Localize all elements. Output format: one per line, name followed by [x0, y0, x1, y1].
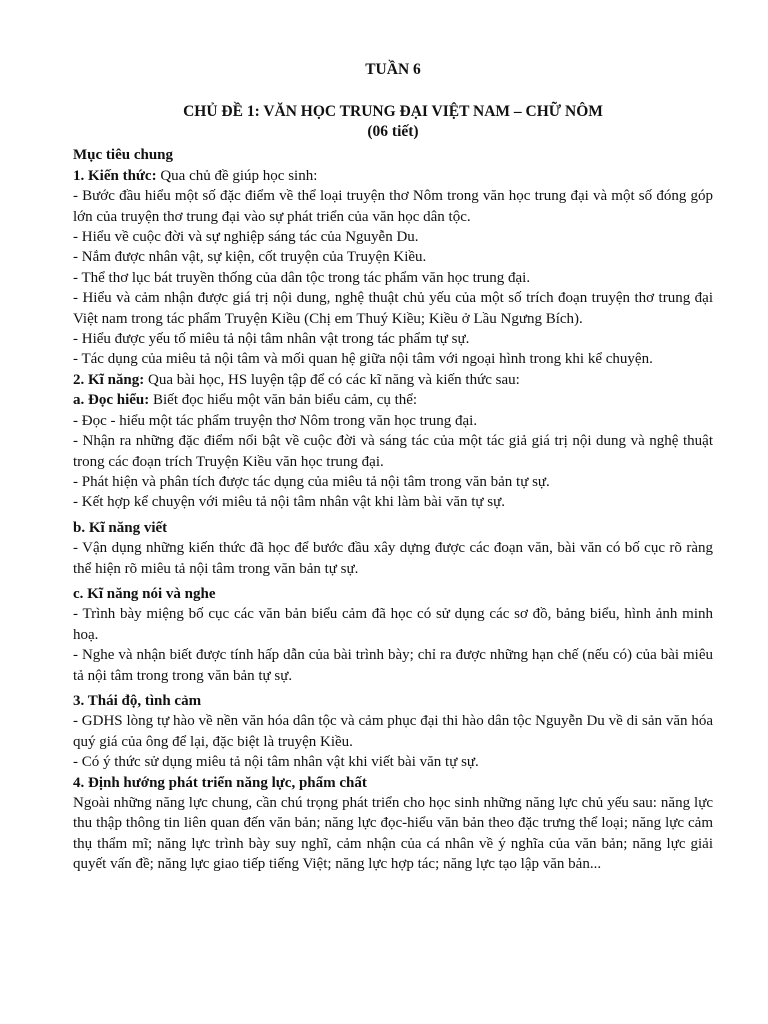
general-goals-heading: Mục tiêu chung: [73, 147, 174, 164]
skills-intro-text: Qua bài học, HS luyện tập để có các kĩ năng và kiến thức sau:: [144, 371, 520, 388]
speaking-item: - Nghe và nhận biết được tính hấp dẫn của bài trình bày; chỉ ra được những hạn chế (nếu có) của bài miêu tả nội tâm trong trong văn bản tự sự.: [73, 647, 713, 684]
attitude-item: - GDHS lòng tự hào về nền văn hóa dân tộc và cảm phục đại thi hào dân tộc Nguyễn Du về di sản văn hóa quý giá của ông để lại, đặc biệt là truyện Kiều.: [73, 713, 713, 750]
knowledge-item: - Hiểu và cảm nhận được giá trị nội dung, nghệ thuật chủ yếu của một số trích đoạn truyện thơ trung đại Việt nam trong tác phẩm Truyện Kiều (Chị em Thuý Kiều; Kiều ở Lầu Ngưng Bích).: [73, 290, 713, 327]
competence-paragraph: Ngoài những năng lực chung, cần chú trọng phát triển cho học sinh những năng lực chủ yếu sau: năng lực thu thập thông tin liên quan đến văn bản; năng lực đọc-hiểu văn bản theo đặc trưng thể loại; năng lực cảm thụ thẩm mĩ; năng lực trình bày suy nghĩ, cảm nhận của cá nhân về ý nghĩa của văn bản; năng lực giải quyết vấn đề; năng lực giao tiếp tiếng Việt; năng lực hợp tác; năng lực tạo lập văn bản...: [73, 795, 713, 873]
reading-item: - Nhận ra những đặc điểm nổi bật về cuộc đời và sáng tác của một tác giả giá trị nội dung và nghệ thuật trong các đoạn trích Truyện Kiều văn học trung đại.: [73, 433, 713, 470]
reading-item: - Phát hiện và phân tích được tác dụng của miêu tả nội tâm trong văn bản tự sự.: [73, 473, 550, 490]
document-page: [73, 60, 713, 875]
knowledge-item: - Bước đầu hiểu một số đặc điểm về thể loại truyện thơ Nôm trong văn học trung đại và một số đóng góp lớn của truyện thơ trung đại vào sự phát triển của văn học dân tộc.: [73, 188, 713, 225]
competence-heading: 4. Định hướng phát triển năng lực, phẩm chất: [73, 774, 367, 791]
topic-title: CHỦ ĐỀ 1: VĂN HỌC TRUNG ĐẠI VIỆT NAM – CHỮ NÔM: [183, 103, 603, 121]
knowledge-item: - Nắm được nhân vật, sự kiện, cốt truyện của Truyện Kiều.: [73, 249, 427, 266]
knowledge-item: - Thể thơ lục bát truyền thống của dân tộc trong tác phẩm văn học trung đại.: [73, 269, 531, 286]
writing-heading: b. Kĩ năng viết: [73, 519, 168, 536]
topic-duration: (06 tiết): [367, 123, 419, 141]
skills-label: 2. Kĩ năng:: [73, 371, 145, 388]
knowledge-list: [73, 186, 713, 370]
attitude-item: - Có ý thức sử dụng miêu tả nội tâm nhân vật khi viết bài văn tự sự.: [73, 754, 479, 771]
speaking-item: - Trình bày miệng bố cục các văn bản biểu cảm đã học có sử dụng các sơ đồ, bảng biểu, hình ảnh minh hoạ.: [73, 606, 713, 643]
knowledge-item: - Hiểu về cuộc đời và sự nghiệp sáng tác của Nguyễn Du.: [73, 229, 419, 246]
week-title: TUẦN 6: [365, 61, 421, 78]
reading-intro: [73, 390, 713, 410]
reading-label: a. Đọc hiểu:: [73, 392, 150, 409]
reading-item: - Đọc - hiểu một tác phẩm truyện thơ Nôm trong văn học trung đại.: [73, 412, 478, 429]
knowledge-item: - Hiểu được yếu tố miêu tả nội tâm nhân vật trong tác phẩm tự sự.: [73, 331, 470, 348]
reading-item: - Kết hợp kể chuyện với miêu tả nội tâm nhân vật khi làm bài văn tự sự.: [73, 494, 506, 511]
reading-intro-text: Biết đọc hiểu một văn bản biểu cảm, cụ thể:: [149, 392, 418, 409]
knowledge-label: 1. Kiến thức:: [73, 167, 157, 184]
knowledge-intro-text: Qua chủ đề giúp học sinh:: [156, 167, 318, 184]
skills-intro: [73, 370, 713, 390]
reading-list: [73, 411, 713, 513]
attitude-heading: 3. Thái độ, tình cảm: [73, 692, 202, 709]
speaking-heading: c. Kĩ năng nói và nghe: [73, 585, 216, 602]
writing-item: - Vận dụng những kiến thức đã học để bước đầu xây dựng được các đoạn văn, bài văn có bố cục rõ ràng thể hiện rõ miêu tả nội tâm trong văn bản tự sự.: [73, 540, 713, 577]
knowledge-intro: [73, 166, 713, 186]
knowledge-item: - Tác dụng của miêu tả nội tâm và mối quan hệ giữa nội tâm với ngoại hình trong khi kể chuyện.: [73, 351, 653, 368]
